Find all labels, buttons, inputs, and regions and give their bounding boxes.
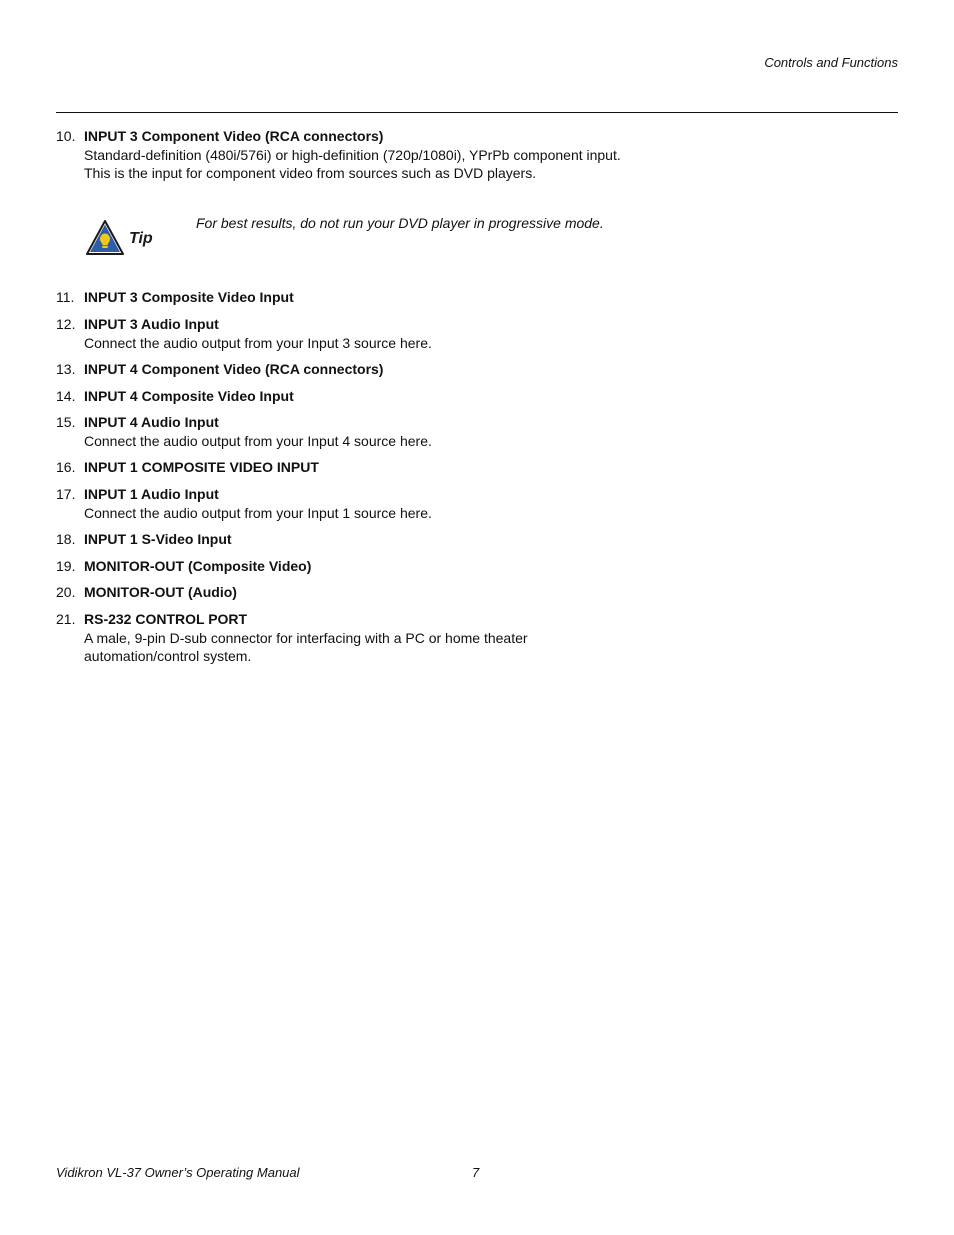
list-item-16 [56, 458, 856, 477]
item-description: A male, 9-pin D-sub connector for interfacing with a PC or home theater [84, 629, 528, 646]
list-item-12 [56, 315, 856, 352]
item-number: 10. [56, 128, 76, 144]
item-title: INPUT 3 Audio Input [84, 316, 219, 332]
list-item-21 [56, 610, 856, 666]
item-description: Standard-definition (480i/576i) or high-definition (720p/1080i), YPrPb component input. [84, 146, 621, 163]
item-title: INPUT 4 Composite Video Input [84, 388, 294, 404]
list-item-15 [56, 413, 856, 450]
item-number: 20. [56, 584, 76, 600]
list-item-11 [56, 288, 856, 307]
page-number: 7 [472, 1165, 480, 1180]
item-description: automation/control system. [84, 648, 252, 664]
tip-label: Tip [129, 230, 153, 247]
item-number: 21. [56, 611, 76, 627]
item-title: INPUT 3 Component Video (RCA connectors) [84, 128, 384, 144]
item-number: 17. [56, 486, 76, 502]
item-title: MONITOR-OUT (Composite Video) [84, 558, 312, 574]
footer-manual-title: Vidikron VL-37 Owner’s Operating Manual [56, 1165, 300, 1180]
item-number: 19. [56, 558, 76, 574]
list-item-17 [56, 485, 856, 522]
item-number: 12. [56, 316, 76, 332]
item-description: Connect the audio output from your Input 1 source here. [84, 504, 432, 521]
list-item-19 [56, 557, 856, 576]
item-number: 13. [56, 361, 76, 377]
item-number: 15. [56, 414, 76, 430]
item-number: 18. [56, 531, 76, 547]
item-description: Connect the audio output from your Input 3 source here. [84, 334, 432, 351]
running-header: Controls and Functions [764, 55, 898, 70]
list-item-10 [56, 127, 856, 183]
item-title: INPUT 3 Composite Video Input [84, 289, 294, 305]
item-title: RS-232 CONTROL PORT [84, 611, 248, 627]
list-item-20 [56, 583, 856, 602]
item-title: INPUT 4 Component Video (RCA connectors) [84, 361, 384, 377]
list-item-14 [56, 387, 856, 406]
item-title: INPUT 1 Audio Input [84, 486, 219, 502]
item-number: 16. [56, 459, 76, 475]
item-number: 14. [56, 388, 76, 404]
item-title: MONITOR-OUT (Audio) [84, 584, 237, 600]
item-description: This is the input for component video from sources such as DVD players. [84, 165, 537, 181]
list-item-13 [56, 360, 856, 379]
tip-text: For best results, do not run your DVD player in progressive mode. [196, 215, 604, 231]
item-title: INPUT 1 S-Video Input [84, 531, 232, 547]
list-item-18 [56, 530, 856, 549]
header-divider [56, 112, 898, 113]
item-number: 11. [56, 289, 75, 305]
item-title: INPUT 4 Audio Input [84, 414, 219, 430]
item-description: Connect the audio output from your Input 4 source here. [84, 432, 432, 449]
item-title: INPUT 1 COMPOSITE VIDEO INPUT [84, 459, 319, 475]
tip-lightbulb-icon [84, 218, 156, 258]
